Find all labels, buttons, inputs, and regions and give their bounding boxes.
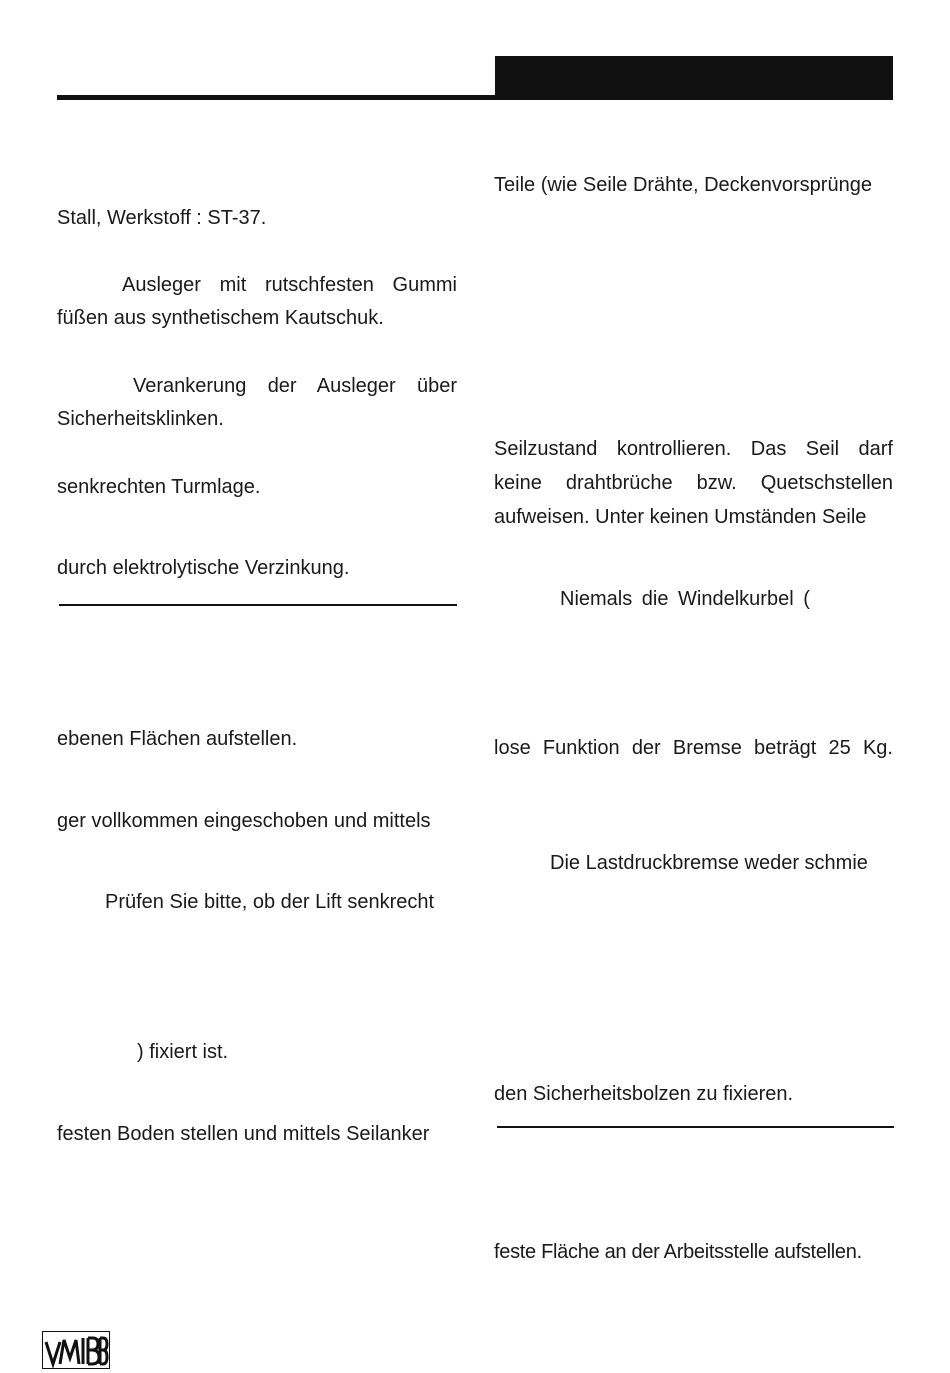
right-line-1: Teile (wie Seile Drähte, Deckenvorsprünge [494,174,872,196]
right-line-7: Die Lastdruckbremse weder schmie [550,852,868,874]
header-bar [495,56,893,100]
left-line-12: festen Boden stellen und mittels Seilanker [57,1123,430,1145]
left-line-10: Prüfen Sie bitte, ob der Lift senkrecht [105,891,435,913]
right-line-3: keine drahtbrüche bzw. Quetschstellen [494,472,893,494]
right-line-8: den Sicherheitsbolzen zu fixieren. [494,1083,794,1105]
left-line-3: füßen aus synthetischem Kautschuk. [57,307,384,329]
top-rule-left [57,95,496,100]
left-line-1: Stall, Werkstoff : ST-37. [57,207,267,229]
left-line-8: ebenen Flächen aufstellen. [57,728,298,750]
vmbb-logo [42,1331,110,1369]
vmbb-logo-mark [43,1332,109,1368]
left-line-4: Verankerung der Ausleger über [133,375,457,397]
right-line-6: lose Funktion der Bremse beträgt 25 Kg. [494,737,893,759]
right-line-5: Niemals die Windelkurbel ( [560,588,810,610]
left-section-divider [59,604,457,606]
left-line-5: Sicherheitsklinken. [57,408,224,430]
right-line-4: aufweisen. Unter keinen Umständen Seile [494,506,867,528]
left-line-6: senkrechten Turmlage. [57,476,261,498]
left-line-2: Ausleger mit rutschfesten Gummi [122,274,457,296]
right-line-2: Seilzustand kontrollieren. Das Seil darf [494,438,893,460]
left-line-11: ) fixiert ist. [137,1041,229,1063]
right-section-divider [497,1126,894,1128]
left-line-7: durch elektrolytische Verzinkung. [57,557,350,579]
left-line-9: ger vollkommen eingeschoben und mittels [57,810,431,832]
right-line-9: feste Fläche an der Arbeitsstelle aufstellen. [494,1241,862,1263]
